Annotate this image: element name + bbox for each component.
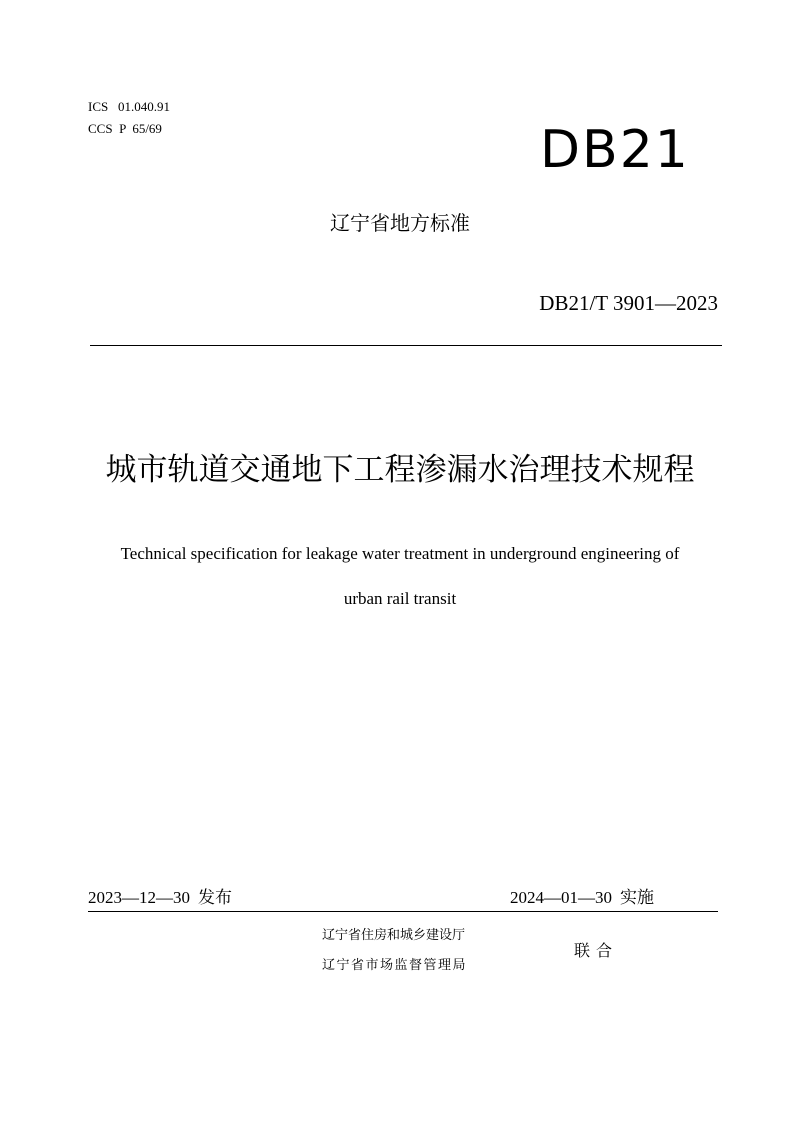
publish-date: 2023—12—30 (88, 888, 190, 907)
ccs-code: CCS P 65/69 (88, 121, 162, 136)
title-english-line1: Technical specification for leakage water treatment in underground engineering of (120, 544, 680, 563)
effective-date-block (510, 885, 654, 911)
bottom-divider (88, 911, 718, 912)
top-divider (90, 345, 722, 346)
effective-label: 实施 (620, 888, 654, 908)
joint-issue-label: 联合 (574, 941, 619, 960)
effective-date: 2024—01—30 (510, 888, 612, 907)
title-chinese: 城市轨道交通地下工程渗漏水治理技术规程 (105, 452, 695, 488)
standard-type: 辽宁省地方标准 (330, 211, 470, 235)
publish-label: 发布 (198, 888, 232, 908)
publish-date-block (88, 885, 232, 911)
issuer-market-regulation: 辽宁省市场监督管理局 (322, 958, 468, 973)
classification-codes (88, 96, 170, 140)
title-english-line2: urban rail transit (343, 589, 457, 608)
standard-code: DB21 (540, 120, 690, 180)
standard-number: DB21/T 3901—2023 (539, 291, 718, 315)
issuer-housing-department: 辽宁省住房和城乡建设厅 (322, 928, 466, 943)
ics-code: ICS 01.040.91 (88, 99, 170, 114)
